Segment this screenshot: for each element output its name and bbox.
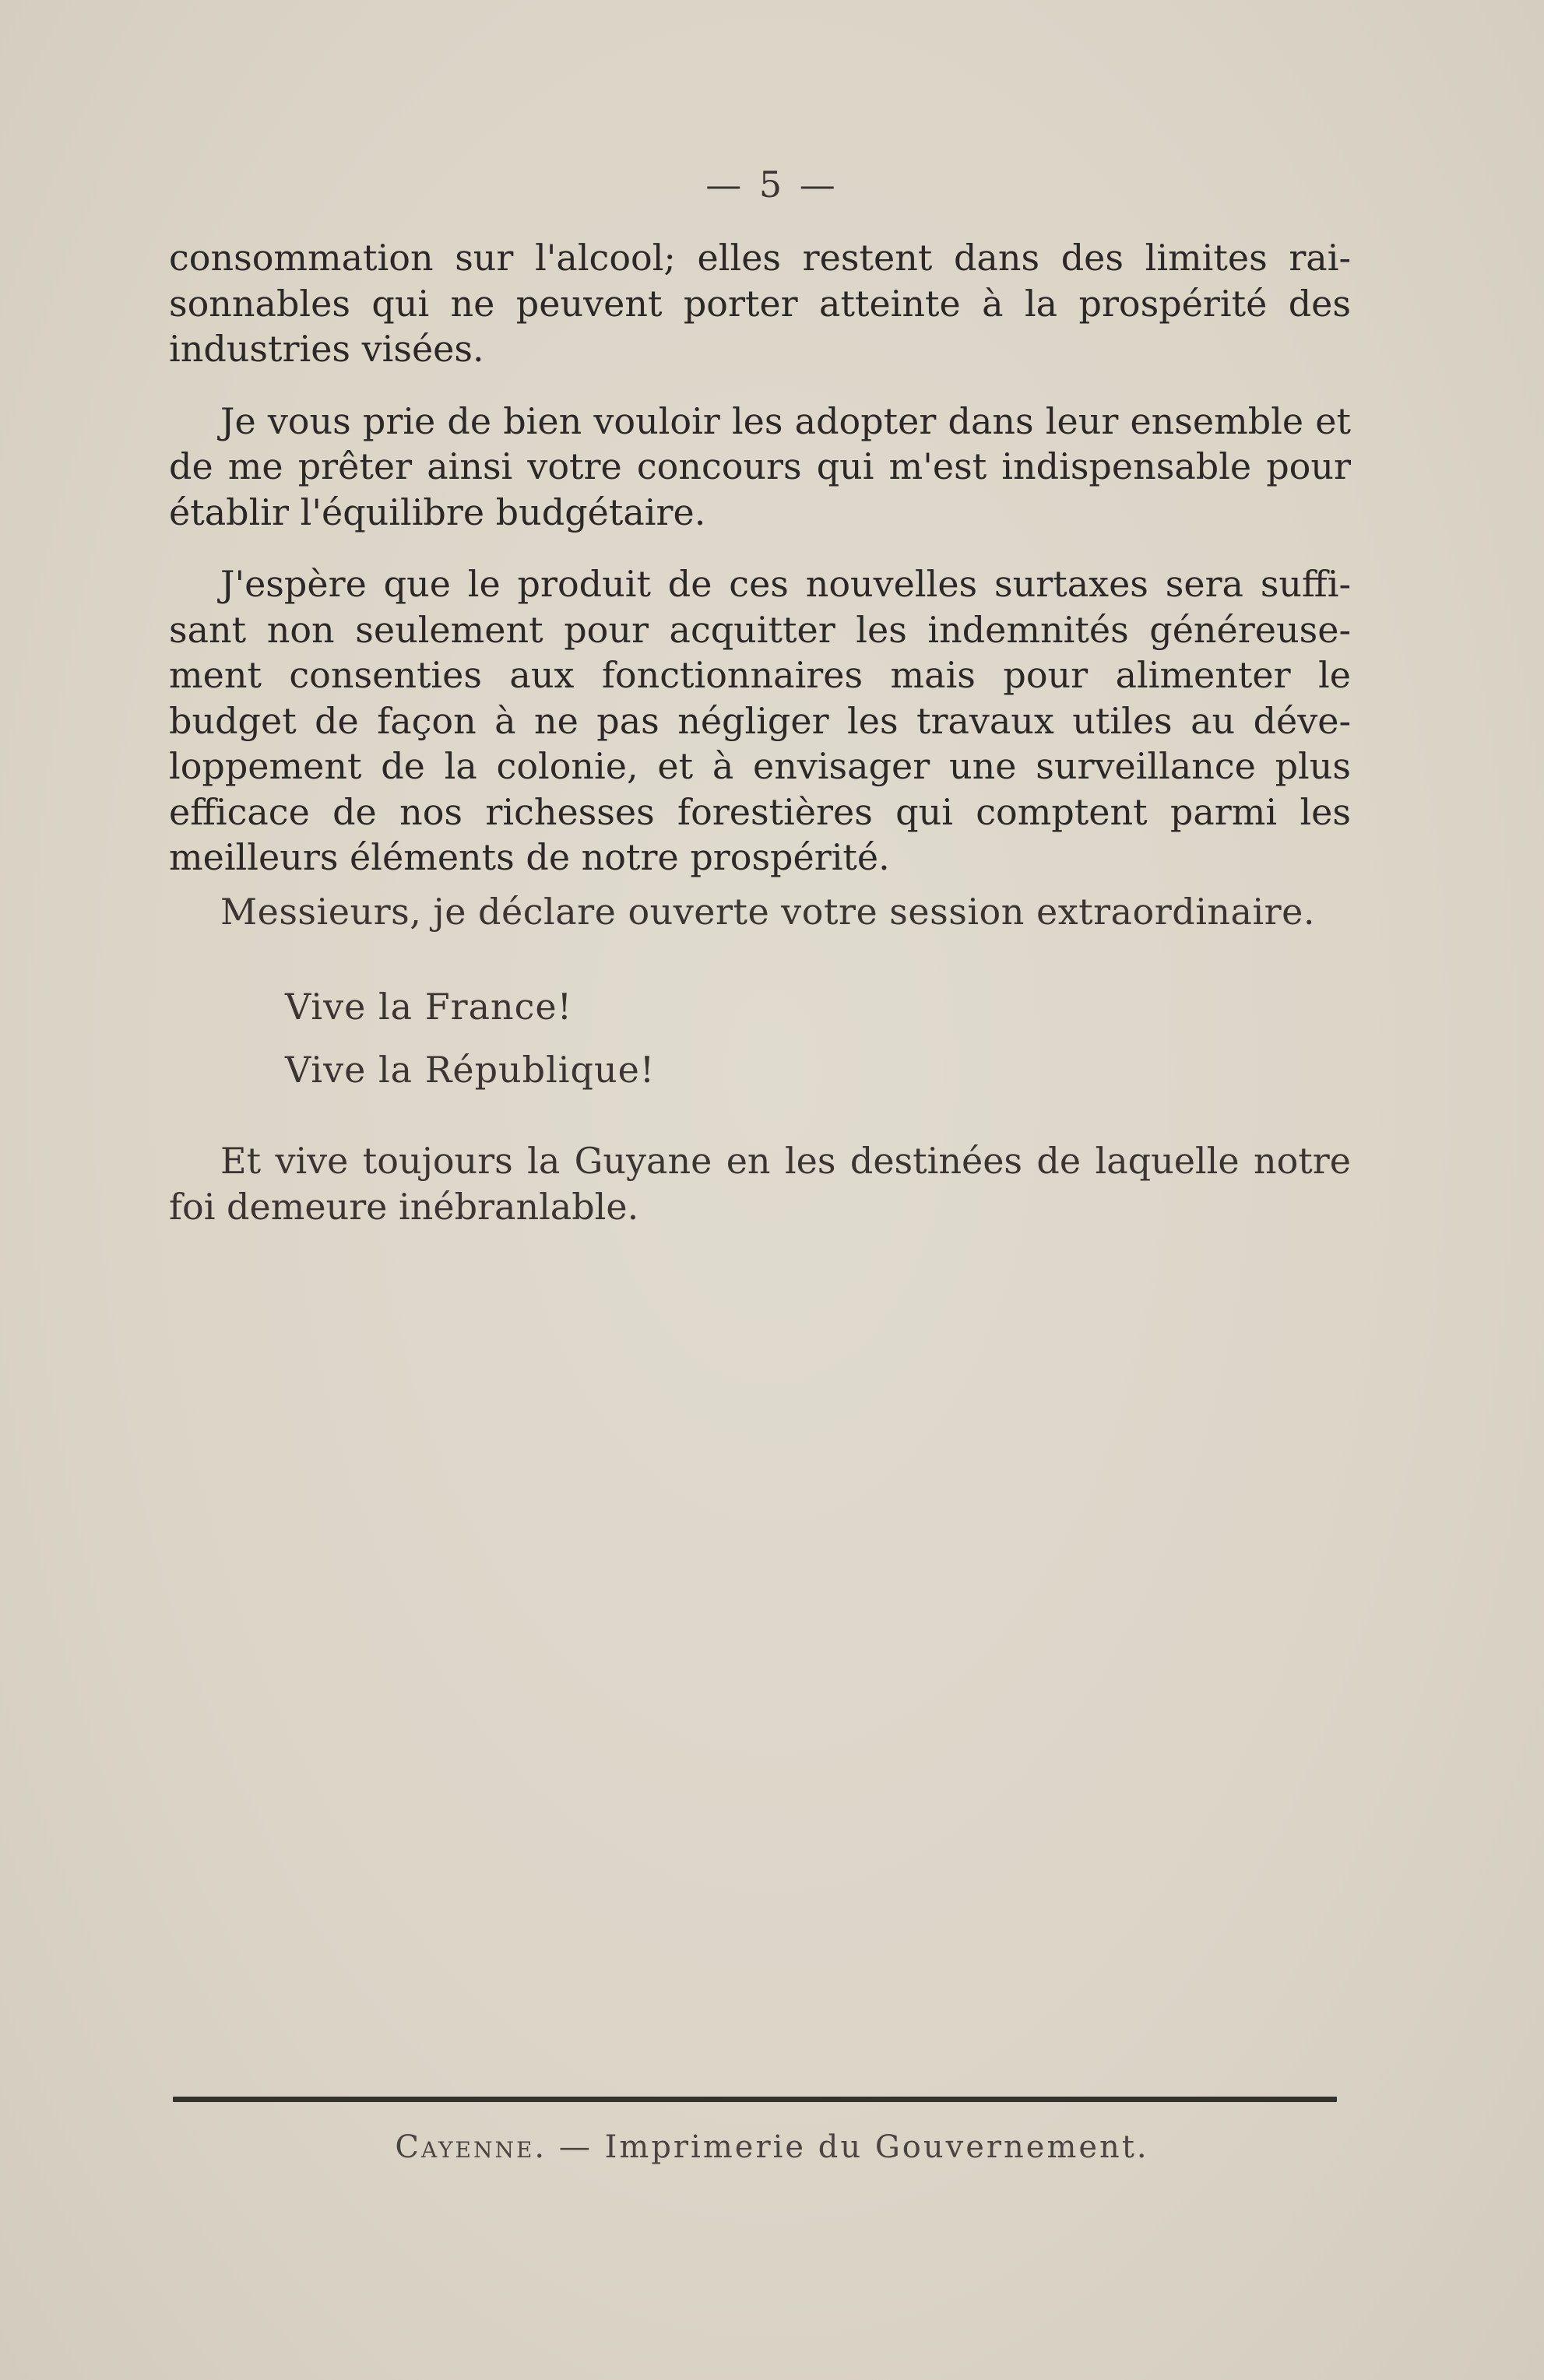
body-text bbox=[169, 235, 1351, 907]
session-opening-declaration: Messieurs, je déclare ouverte votre session extraordinaire. bbox=[220, 891, 1315, 933]
exclamation-republique: Vive la République! bbox=[285, 1049, 656, 1091]
paragraph-continuation: consommation sur l'alcool; elles restent dans des limites raisonnables qui ne peuvent porter atteinte à la prospérité des industries visées. bbox=[169, 237, 1351, 370]
imprint-printer: Imprimerie du Gouvernement. bbox=[604, 2129, 1149, 2165]
printer-imprint bbox=[0, 2129, 1544, 2165]
paragraph-surtaxes: J'espère que le produit de ces nouvelles surtaxes sera suffisant non seulement pour acquitter les indemnités généreusement consenties aux fonctionnaires mais pour alimenter le budget de façon à ne pas négliger les travaux utiles au développement de la colonie, et à envisager une surveillance plus efficace de nos richesses forestières qui comptent parmi les meilleurs éléments de notre prospérité. bbox=[169, 563, 1351, 878]
imprint-place: Cayenne. bbox=[395, 2129, 547, 2165]
exclamation-france: Vive la France! bbox=[285, 986, 573, 1028]
page-number: — 5 — bbox=[705, 163, 839, 206]
imprint-separator: — bbox=[558, 2129, 593, 2165]
paragraph-adoption-request: Je vous prie de bien vouloir les adopter dans leur ensemble et de me prêter ainsi votre concours qui m'est indispensable pour établir l'équilibre budgétaire. bbox=[169, 399, 1351, 533]
footer-rule bbox=[173, 2097, 1337, 2102]
closing-sentence: Et vive toujours la Guyane en les destinées de laquelle notre foi demeure inébranlable. bbox=[169, 1140, 1351, 1228]
